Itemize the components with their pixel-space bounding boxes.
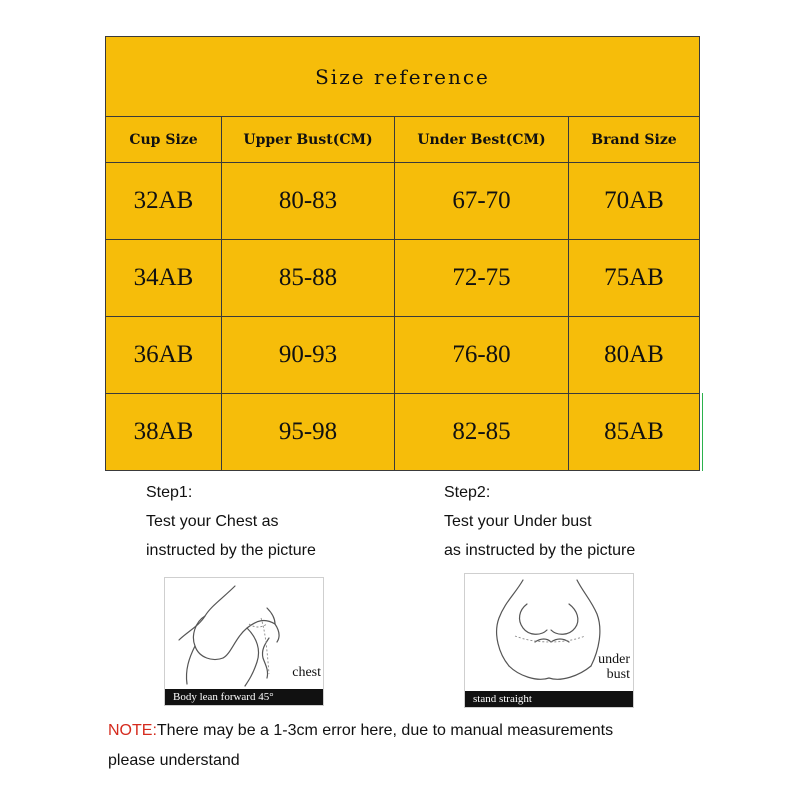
- green-edge-line: [702, 393, 703, 471]
- cup-size-cell: 34AB: [106, 240, 222, 317]
- upper-bust-cell: 80-83: [222, 163, 395, 240]
- under-bust-cell: 67-70: [395, 163, 569, 240]
- brand-size-cell: 80AB: [569, 317, 700, 394]
- size-reference-table: [105, 36, 700, 471]
- chest-measure-diagram: [164, 577, 324, 706]
- header-cup-size: Cup Size: [106, 117, 222, 163]
- underbust-label: [598, 652, 630, 682]
- upper-bust-cell: 90-93: [222, 317, 395, 394]
- table-title: Size reference: [106, 37, 700, 117]
- measurement-note: [108, 716, 613, 776]
- underbust-label-line2: bust: [606, 667, 630, 682]
- header-under-bust: Under Best(CM): [395, 117, 569, 163]
- underbust-label-line1: under: [598, 652, 630, 667]
- step1-instructions: [146, 478, 316, 565]
- under-bust-cell: 76-80: [395, 317, 569, 394]
- underbust-diagram-caption: stand straight: [465, 691, 633, 707]
- step2-line1: Test your Under bust: [444, 513, 592, 530]
- brand-size-cell: 75AB: [569, 240, 700, 317]
- cup-size-cell: 36AB: [106, 317, 222, 394]
- underbust-measure-diagram: [464, 573, 634, 708]
- table-row: [106, 240, 700, 317]
- note-line1: [108, 716, 613, 746]
- upper-bust-cell: 85-88: [222, 240, 395, 317]
- brand-size-cell: 85AB: [569, 394, 700, 471]
- step2-instructions: [444, 478, 635, 565]
- table-row: [106, 394, 700, 471]
- title-row: [106, 37, 700, 117]
- note-label: NOTE:: [108, 722, 157, 739]
- step1-line1: Test your Chest as: [146, 513, 279, 530]
- step2-line2: as instructed by the picture: [444, 542, 636, 559]
- header-brand-size: Brand Size: [569, 117, 700, 163]
- step2-heading: Step2:: [444, 484, 491, 501]
- cup-size-cell: 32AB: [106, 163, 222, 240]
- header-row: [106, 117, 700, 163]
- header-upper-bust: Upper Bust(CM): [222, 117, 395, 163]
- under-bust-cell: 72-75: [395, 240, 569, 317]
- step1-line2: instructed by the picture: [146, 542, 316, 559]
- note-line2: please understand: [108, 752, 240, 769]
- table-row: [106, 163, 700, 240]
- note-text: There may be a 1-3cm error here, due to manual measurements: [156, 722, 614, 739]
- chest-diagram-caption: Body lean forward 45°: [165, 689, 323, 705]
- cup-size-cell: 38AB: [106, 394, 222, 471]
- under-bust-cell: 82-85: [395, 394, 569, 471]
- table-row: [106, 317, 700, 394]
- step1-heading: Step1:: [146, 484, 193, 501]
- brand-size-cell: 70AB: [569, 163, 700, 240]
- chest-label: chest: [292, 665, 321, 680]
- upper-bust-cell: 95-98: [222, 394, 395, 471]
